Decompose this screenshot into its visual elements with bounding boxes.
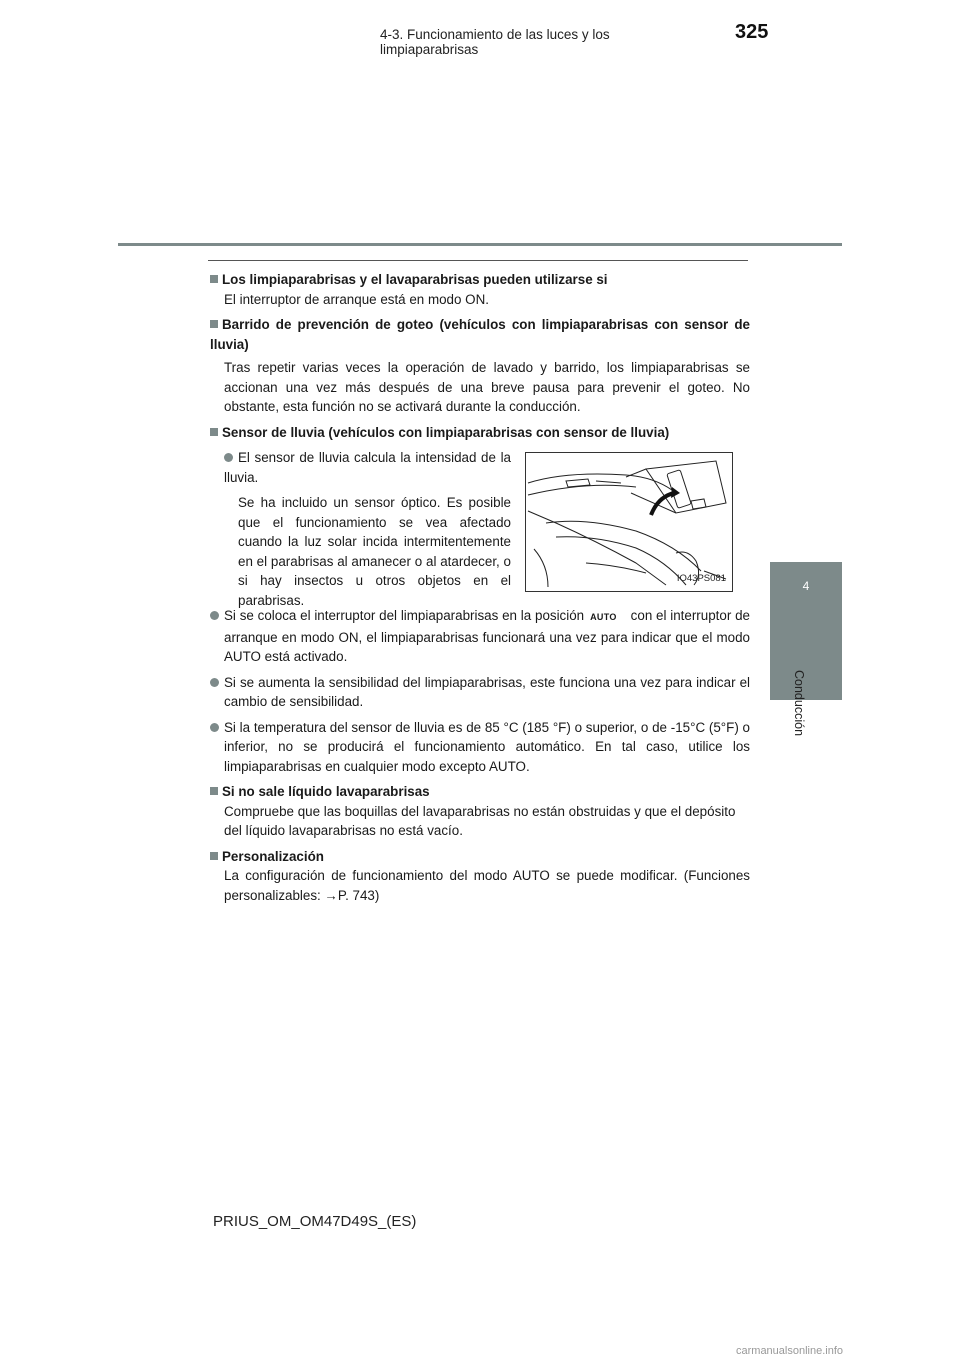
page-content xyxy=(210,270,750,905)
square-bullet-icon xyxy=(210,275,218,283)
section-body: Tras repetir varias veces la operación de lavado y barrido, los limpiaparabrisas se accionan una vez más después de una breve pausa para prevenir el goteo. No obstante, esta función no se activará durante la conducción. xyxy=(224,360,750,414)
section-body: El interruptor de arranque está en modo ON. xyxy=(224,291,489,307)
chapter-label: Conducción xyxy=(792,670,806,737)
watermark: carmanualsonline.info xyxy=(736,1345,844,1357)
round-bullet-icon xyxy=(210,678,219,687)
bullet-item: Si se coloca el interruptor del limpiaparabrisas en la posición AUTO con el interruptor de arranque en modo ON, el limpiaparabrisas funcionará una vez para indicar que el modo AUTO está activado. xyxy=(210,606,750,667)
rain-sensor-illustration xyxy=(525,452,733,592)
chapter-number: 4 xyxy=(802,579,810,593)
section-heading: Si no sale líquido lavaparabrisas xyxy=(210,782,750,802)
header-section-title: 4-3. Funcionamiento de las luces y los limpiaparabrisas xyxy=(380,27,610,57)
auto-mode-badge: AUTO xyxy=(590,612,617,622)
document-code: PRIUS_OM_OM47D49S_(ES) xyxy=(213,1213,417,1230)
square-bullet-icon xyxy=(210,428,218,436)
section-heading: Barrido de prevención de goteo (vehículos con limpiaparabrisas con sensor de lluvia) xyxy=(210,317,750,352)
round-bullet-icon xyxy=(210,723,219,732)
section-body: La configuración de funcionamiento del modo AUTO se puede modificar. (Funciones personalizables: →P. 743) xyxy=(224,868,750,903)
round-bullet-icon xyxy=(224,453,233,462)
square-bullet-icon xyxy=(210,852,218,860)
bullet-item: El sensor de lluvia calcula la intensidad de la lluvia. xyxy=(224,450,511,485)
figure-code: IO43PS081 xyxy=(676,572,726,584)
figure-text xyxy=(224,448,511,610)
section-heading: Los limpiaparabrisas y el lavaparabrisas pueden utilizarse si xyxy=(210,270,750,290)
section-heading: Sensor de lluvia (vehículos con limpiaparabrisas con sensor de lluvia) xyxy=(210,423,750,443)
section-heading: Personalización xyxy=(210,847,750,867)
section-rule xyxy=(208,260,748,261)
bullet-extra: Se ha incluido un sensor óptico. Es posible que el funcionamiento se vea afectado cuando la luz solar incida intermitentemente en el parabrisas al amanecer o al atardecer, o si hay insectos u otros objetos en el parabrisas. xyxy=(238,495,511,608)
section-body: Compruebe que las boquillas del lavaparabrisas no están obstruidas y que el depósito del líquido lavaparabrisas no está vacío. xyxy=(224,803,736,838)
round-bullet-icon xyxy=(210,611,219,620)
square-bullet-icon xyxy=(210,787,218,795)
header-rule xyxy=(118,243,842,246)
bullet-item: Si se aumenta la sensibilidad del limpiaparabrisas, este funciona una vez para indicar el cambio de sensibilidad. xyxy=(210,673,750,712)
page-number: 325 xyxy=(735,21,769,43)
bullet-item: Si la temperatura del sensor de lluvia es de 85 °C (185 °F) o superior, o de -15°C (5°F) o inferior, no se producirá el funcionamiento automático. En tal caso, utilice los limpiaparabrisas en cualquier modo excepto AUTO. xyxy=(210,718,750,777)
rain-sensor-figure-row xyxy=(210,448,750,606)
square-bullet-icon xyxy=(210,320,218,328)
